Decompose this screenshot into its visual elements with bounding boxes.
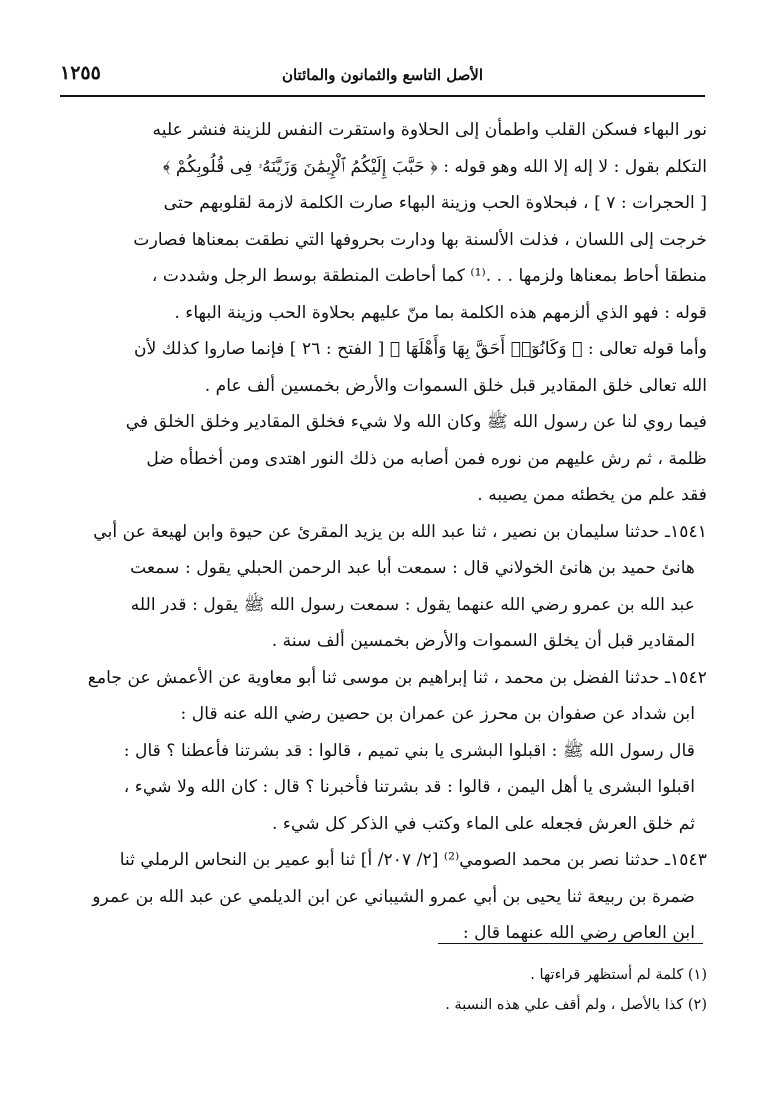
text-line: خرجت إلى اللسان ، فذلت الألسنة بها ودارت بحروفها التي نطقت بمعناها فصارت <box>133 229 707 250</box>
footnote-1: (١) كلمة لم أستظهر قراءتها . <box>530 967 707 983</box>
text-line: اقبلوا البشرى يا أهل اليمن ، قالوا : قد بشرتنا فأخبرنا ؟ قال : كان الله ولا شيء ، <box>123 777 695 797</box>
text-line: التكلم بقول : لا إله إلا الله وهو قوله : ﴿ حَبَّبَ إِلَيْكُمُ ٱلْإِيمَٰنَ وَزَيَّنَهُۥ فِى قُلُوبِكُمْ ﴾ <box>162 156 707 177</box>
hadith-1541-line: ١٥٤١ـ حدثنا سليمان بن نصير ، ثنا عبد الله بن يزيد المقرئ عن حيوة وابن لهيعة عن أبي <box>93 521 707 542</box>
text-line: منطقا أحاط بمعناها ولزمها . . .⁽¹⁾ كما أحاطت المنطقة بوسط الرجل وشددت ، <box>151 266 707 286</box>
text-line: فقد علم من يخطئه ممن يصيبه . <box>477 485 707 505</box>
hadith-1542-line: ١٥٤٢ـ حدثنا الفضل بن محمد ، ثنا إبراهيم بن موسى ثنا أبو معاوية عن الأعمش عن جامع <box>87 667 707 688</box>
footnote-separator <box>438 943 703 944</box>
text-line: فيما روي لنا عن رسول الله ﷺ وكان الله ولا شيء فخلق المقادير وخلق الخلق في <box>125 412 707 432</box>
text-line: [ الحجرات : ٧ ] ، فبحلاوة الحب وزينة البهاء صارت الكلمة لازمة لقلوبهم حتى <box>163 193 707 213</box>
running-header <box>60 62 705 94</box>
text-line: قوله : فهو الذي ألزمهم هذه الكلمة بما منّ عليهم بحلاوة الحب وزينة البهاء . <box>174 302 707 323</box>
chapter-title: الأصل التاسع والثمانون والمائتان <box>281 66 484 84</box>
text-line: ابن العاص رضي الله عنهما قال : <box>462 923 695 943</box>
text-line: نور البهاء فسكن القلب واطمأن إلى الحلاوة واستقرت النفس للزينة فنشر عليه <box>152 120 707 140</box>
text-line: ضمرة بن ربيعة ثنا يحيى بن أبي عمرو الشيباني عن ابن الديلمي عن عبد الله بن عمرو <box>92 886 695 907</box>
text-line: قال رسول الله ﷺ : اقبلوا البشرى يا بني تميم ، قالوا : قد بشرتنا فأعطنا ؟ قال : <box>123 740 695 761</box>
text-line: ابن شداد عن صفوان بن محرز عن عمران بن حصين رضي الله عنه قال : <box>180 704 695 724</box>
text-line: ظلمة ، ثم رش عليهم من نوره فمن أصابه من ذلك النور اهتدى ومن أخطأه ضل <box>146 448 707 469</box>
header-rule <box>60 95 705 97</box>
footnotes <box>60 960 707 1020</box>
text-line: هانئ حميد بن هانئ الخولاني قال : سمعت أبا عبد الرحمن الحبلي يقول : سمعت <box>130 558 695 578</box>
text-line: الله تعالى خلق المقادير قبل خلق السموات والأرض بخمسين ألف عام . <box>204 375 707 396</box>
main-text <box>60 112 707 952</box>
text-line: عبد الله بن عمرو رضي الله عنهما يقول : سمعت رسول الله ﷺ يقول : قدر الله <box>130 594 695 615</box>
text-line: المقادير قبل أن يخلق السموات والأرض بخمسين ألف سنة . <box>271 631 695 651</box>
footnote-2: (٢) كذا بالأصل ، ولم أقف علي هذه النسبة . <box>445 997 707 1013</box>
text-line: ثم خلق العرش فجعله على الماء وكتب في الذكر كل شيء . <box>271 813 695 834</box>
text-line: وأما قوله تعالى : ﴿ وَكَانُوٓا۟ أَحَقَّ بِهَا وَأَهْلَهَا ﴾ [ الفتح : ٢٦ ] فإنما صاروا كذلك لأن <box>133 339 707 359</box>
page-number: ١٢٥٥ <box>60 62 101 84</box>
hadith-1543-line: ١٥٤٣ـ حدثنا نصر بن محمد الصومي⁽²⁾ [٢/ ٢٠٧/ أ] ثنا أبو عمير بن النحاس الرملي ثنا <box>119 850 707 870</box>
